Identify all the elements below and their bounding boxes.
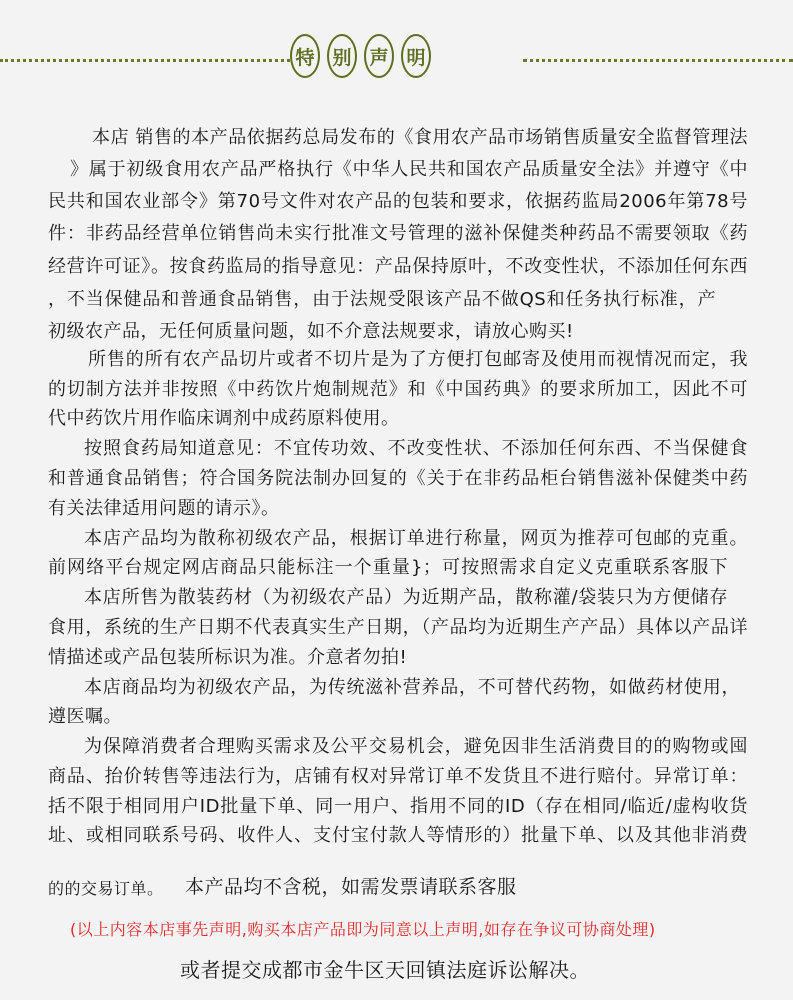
text-line: 民共和国农业部令》第70号文件对农产品的包装和要求，依据药监局2006年第78号 (48, 191, 748, 211)
page-title (290, 34, 431, 78)
text-line: 有关法律适用问题的请示》。 (48, 498, 280, 519)
text-line: 址、或相同联系号码、收件人、支付宝付款人等情形的）批量下单、以及其他非消费 (48, 825, 748, 845)
text-line: 前网络平台规定网店商品只能标注一个重量}；可按照需求自定义克重联系客服下 (48, 557, 728, 577)
text-line: 括不限于相同用户ID批量下单、同一用户、指用不同的ID（存在相同/临近/虚构收货 (48, 796, 748, 816)
text-line: 代中药饮片用作临床调剂中成药原料使用。 (48, 408, 400, 429)
text-line: 所售的所有农产品切片或者不切片是为了方便打包邮寄及使用而视情况而定，我 (88, 349, 748, 369)
text-line: 本店产品均为散称初级农产品，根据订单进行称量，网页为推荐可包邮的克重。 (84, 528, 748, 548)
text-line: 的的交易订单。 (48, 879, 164, 898)
title-char: 声 (364, 34, 394, 78)
title-char: 特 (290, 34, 320, 78)
title-char: 别 (327, 34, 357, 78)
final-note: 或者提交成都市金牛区天回镇法庭诉讼解决。 (180, 958, 590, 982)
text-line: ，不当保健品和普通食品销售，由于法规受限该产品不做QS和任务执行标准，产 (48, 289, 716, 309)
text-line: 本店商品均为初级农产品，为传统滋补营养品，不可替代药物，如做药材使用， (84, 677, 740, 697)
text-line: 本店 销售的本产品依据药总局发布的《食用农产品市场销售质量安全监督管理法 (92, 127, 748, 147)
text-line: 食用，系统的生产日期不代表真实生产日期，（产品均为近期生产产品）具体以产品详 (48, 617, 748, 637)
text-line: 按照食药局知道意见：不宜传功效、不改变性状、不添加任何东西、不当保健食 (84, 438, 748, 458)
dotted-divider-left (0, 59, 290, 62)
text-line: 为保障消费者合理购买需求及公平交易机会，避免因非生活消费目的的购物或囤 (84, 736, 748, 756)
text-line: 初级农产品，无任何质量问题，如不介意法规要求，请放心购买! (48, 321, 574, 342)
text-line: 和普通食品销售；符合国务院法制办回复的《关于在非药品柜台销售滋补保健类中药 (48, 468, 748, 488)
text-line: 本店所售为散装药材（为初级农产品）为近期产品，散称灌/袋装只为方便储存 (84, 587, 728, 607)
tax-note: 本产品均不含税，如需发票请联系客服 (185, 876, 517, 898)
text-line: 件：非药品经营单位销售尚未实行批准文号管理的滋补保健类种药品不需要领取《药 (48, 223, 748, 243)
text-line: 商品、抬价转售等违法行为，店铺有权对异常订单不发货且不进行赔付。异常订单： (48, 766, 748, 786)
text-line: 的切制方法并非按照《中药饮片炮制规范》和《中国药典》的要求所加工，因此不可 (48, 379, 748, 399)
text-line: 》属于初级食用农产品严格执行《中华人民共和国农产品质量安全法》并遵守《中 (70, 159, 748, 179)
dotted-divider-right (523, 59, 793, 62)
red-disclaimer: (以上内容本店事先声明,购买本店产品即为同意以上声明,如存在争议可协商处理) (70, 920, 656, 939)
text-line: 遵医嘱。 (48, 706, 122, 727)
text-line: 经营许可证》。按食药监局的指导意见：产品保持原叶，不改变性状，不添加任何东西 (48, 256, 748, 276)
title-char: 明 (401, 34, 431, 78)
text-line: 情描述或产品包装所标识为准。介意者勿拍! (48, 647, 408, 668)
section-header (0, 34, 793, 84)
